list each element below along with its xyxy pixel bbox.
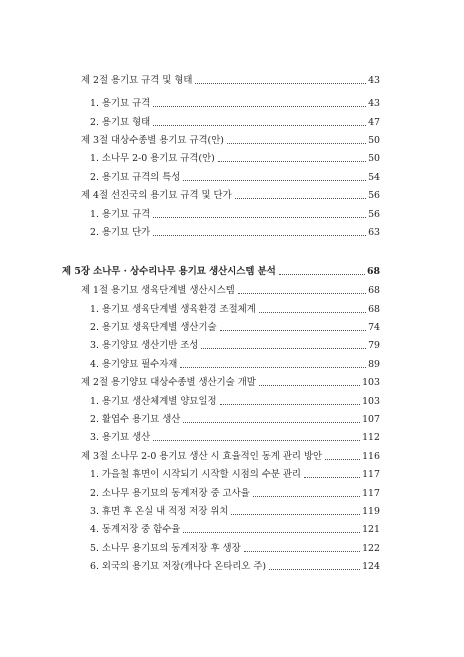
toc-entry-title: 제 3절 소나무 2-0 용기묘 생산 시 효율적인 동계 관리 방안 [81,451,323,462]
toc-dot-leader [227,143,366,144]
toc-entry-page: 47 [368,117,380,128]
toc-entry-page: 122 [362,543,380,554]
toc-entry-chapter [62,260,380,278]
toc-dot-leader [153,440,360,441]
toc-entry-page: 68 [366,266,380,277]
toc-entry-page: 56 [368,190,380,201]
toc-entry-section [81,279,380,297]
toc-entry-section [81,445,380,463]
toc-dot-leader [259,312,366,313]
toc-dot-leader [244,551,360,552]
toc-entry-item [90,482,380,500]
toc-entry-title: 2. 용기묘 규격의 특성 [90,172,181,183]
toc-entry-title: 2. 소나무 용기묘의 동계저장 중 고사율 [90,488,250,499]
toc-entry-item [90,316,380,334]
toc-entry-page: 89 [368,359,380,370]
toc-entry-item [90,166,380,184]
toc-dot-leader [279,274,365,275]
toc-entry-title: 제 3절 대상수종별 용기묘 규격(안) [81,135,224,146]
toc-entry-item [90,203,380,221]
toc-entry-title: 1. 용기묘 규격 [90,209,151,220]
toc-dot-leader [195,83,366,84]
toc-entry-title: 제 5장 소나무 · 상수리나무 용기묘 생산시스템 분석 [62,266,276,277]
toc-dot-leader [183,422,360,423]
toc-entry-page: 79 [368,340,380,351]
toc-entry-title: 6. 외국의 용기묘 저장(캐나다 온타리오 주) [90,561,267,572]
toc-dot-leader [269,569,360,570]
toc-dot-leader [153,125,366,126]
toc-dot-leader [153,106,366,107]
toc-entry-item [90,518,380,536]
toc-dot-leader [153,235,366,236]
toc-dot-leader [220,404,361,405]
toc-entry-page: 54 [368,172,380,183]
toc-entry-page: 124 [362,561,380,572]
toc-entry-page: 50 [368,135,380,146]
toc-entry-title: 제 4절 선진국의 용기묘 규격 및 단가 [81,190,232,201]
toc-entry-title: 1. 용기묘 생육단계별 생육환경 조절체계 [90,304,256,315]
toc-entry-item [90,221,380,239]
toc-entry-item [90,353,380,371]
toc-entry-title: 4. 용기양묘 필수자재 [90,359,178,370]
toc-entry-title: 1. 용기묘 생산체계별 양묘일정 [90,396,217,407]
toc-entry-page: 43 [368,75,380,86]
toc-entry-section [81,371,380,389]
toc-entry-title: 4. 동계저장 중 함수율 [90,524,181,535]
toc-entry-title: 3. 용기묘 생산 [90,432,151,443]
toc-entry-page: 68 [368,304,380,315]
toc-dot-leader [183,532,360,533]
toc-entry-item [90,500,380,518]
toc-entry-page: 50 [368,153,380,164]
toc-dot-leader [231,514,360,515]
toc-entry-item [90,92,380,110]
toc-entry-item [90,426,380,444]
toc-entry-page: 117 [362,488,380,499]
toc-entry-section [81,184,380,202]
toc-entry-section [81,69,380,87]
toc-entry-title: 2. 활엽수 용기묘 생산 [90,414,181,425]
toc-dot-leader [253,496,360,497]
toc-entry-page: 56 [368,209,380,220]
toc-dot-leader [259,385,360,386]
toc-entry-item [90,537,380,555]
toc-entry-item [90,390,380,408]
toc-entry-page: 103 [362,377,380,388]
toc-entry-section [81,129,380,147]
toc-entry-page: 43 [368,98,380,109]
toc-entry-title: 제 2절 용기양묘 대상수종별 생산기술 개발 [81,377,256,388]
toc-dot-leader [218,161,366,162]
toc-dot-leader [304,477,360,478]
toc-entry-page: 116 [362,451,380,462]
toc-entry-page: 121 [362,524,380,535]
toc-entry-item [90,408,380,426]
toc-entry-item [90,147,380,165]
toc-entry-title: 2. 용기묘 단가 [90,227,151,238]
toc-entry-item [90,555,380,573]
toc-entry-item [90,111,380,129]
toc-entry-page: 117 [362,469,380,480]
toc-entry-title: 1. 용기묘 규격 [90,98,151,109]
toc-entry-page: 103 [362,396,380,407]
toc-dot-leader [235,198,366,199]
toc-entry-page: 107 [362,414,380,425]
toc-entry-title: 1. 소나무 2-0 용기묘 규격(안) [90,153,215,164]
toc-entry-title: 1. 가을철 휴면이 시작되기 시작할 시점의 수분 관리 [90,469,301,480]
toc-entry-title: 제 2절 용기묘 규격 및 형태 [81,75,193,86]
toc-entry-page: 74 [368,322,380,333]
toc-entry-page: 63 [368,227,380,238]
toc-dot-leader [180,367,366,368]
toc-dot-leader [325,459,360,460]
toc-dot-leader [238,293,366,294]
toc-entry-title: 제 1절 용기묘 생육단계별 생산시스템 [81,285,235,296]
toc-dot-leader [153,217,366,218]
toc-entry-page: 68 [368,285,380,296]
toc-entry-page: 112 [362,432,380,443]
toc-entry-item [90,463,380,481]
toc-entry-title: 3. 휴면 후 온실 내 적정 저장 위치 [90,506,229,517]
toc-entry-item [90,298,380,316]
toc-entry-item [90,334,380,352]
toc-entry-title: 5. 소나무 용기묘의 동계저장 후 생장 [90,543,241,554]
toc-dot-leader [183,180,366,181]
toc-dot-leader [220,330,367,331]
toc-entry-title: 3. 용기양묘 생산기반 조성 [90,340,199,351]
toc-dot-leader [201,348,366,349]
toc-entry-page: 119 [362,506,380,517]
toc-entry-title: 2. 용기묘 형태 [90,117,151,128]
toc-entry-title: 2. 용기묘 생육단계별 생산기술 [90,322,217,333]
